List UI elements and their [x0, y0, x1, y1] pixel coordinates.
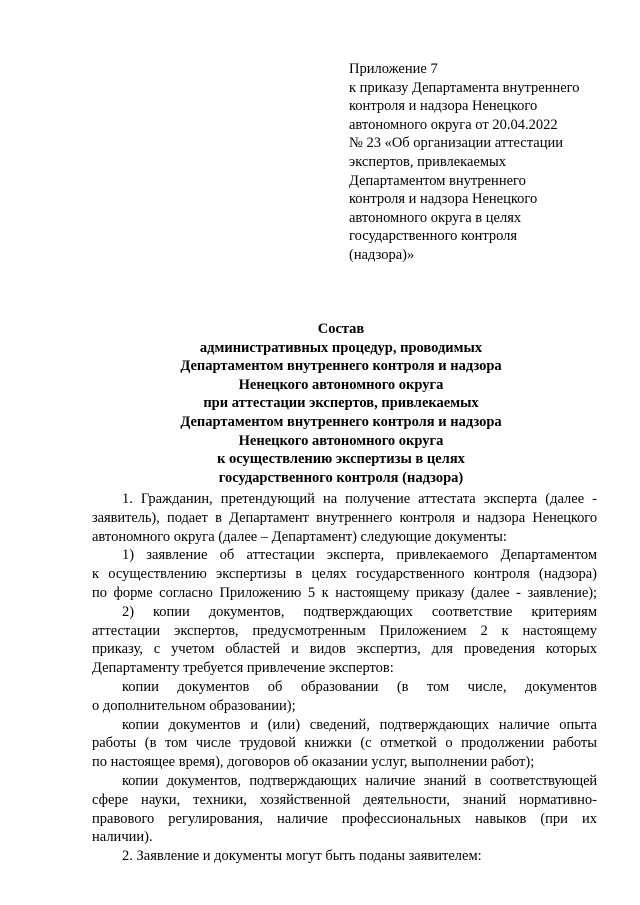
document-body [92, 490, 597, 866]
paragraph-line: сфере науки, техники, хозяйственной деятельности, знаний нормативно- [92, 791, 597, 808]
paragraph-line: копии документов, подтверждающих наличие знаний в соответствующей [122, 772, 597, 789]
title-line: Ненецкого автономного округа [238, 432, 444, 449]
paragraph-line: 2. Заявление и документы могут быть поданы заявителем: [122, 848, 482, 865]
title-line: Департаментом внутреннего контроля и надзора [180, 358, 502, 375]
appendix-line: № 23 «Об организации аттестации [349, 135, 563, 152]
paragraph-line: по настоящее время), договоров об оказании услуг, выполнении работ); [92, 754, 535, 771]
title-line: Состав [317, 321, 365, 337]
paragraph-line: копии документов об образовании (в том числе, документов [122, 678, 597, 695]
title-line: государственного контроля (надзора) [218, 469, 464, 486]
appendix-line: автономного округа от 20.04.2022 [349, 116, 558, 133]
appendix-line: Приложение 7 [349, 61, 438, 77]
paragraph-line: 2) копии документов, подтверждающих соответствие критериям [122, 603, 597, 620]
paragraph-education-docs [92, 678, 597, 716]
paragraph-line: 1. Гражданин, претендующий на получение аттестата эксперта (далее - [122, 491, 597, 507]
paragraph-line: приказу, с учетом областей и видов экспертиз, для проведения которых [92, 641, 597, 658]
appendix-line: контроля и надзора Ненецкого [349, 98, 538, 115]
appendix-line: (надзора)» [349, 246, 415, 263]
paragraph-line: по форме согласно Приложению 5 к настоящему приказу (далее - заявление); [92, 584, 597, 601]
appendix-line: государственного контроля [349, 228, 518, 245]
paragraph-knowledge-docs [92, 772, 597, 847]
paragraph-line: 1) заявление об аттестации эксперта, привлекаемого Департаментом [122, 547, 597, 564]
paragraph-line: наличии). [92, 829, 153, 846]
paragraph-experience-docs [92, 716, 597, 772]
title-line: при аттестации экспертов, привлекаемых [203, 395, 479, 412]
paragraph-item-1 [92, 546, 597, 602]
appendix-line: Департаментом внутреннего [349, 172, 526, 189]
paragraph-line: работы (в том числе трудовой книжки (с отметкой о продолжении работы [92, 735, 597, 752]
appendix-line: контроля и надзора Ненецкого [349, 191, 538, 208]
paragraph-line: автономного округа (далее – Департамент) следующие документы: [92, 528, 507, 545]
paragraph-line: правового регулирования, наличие профессиональных навыков (при их [92, 810, 597, 827]
appendix-line: экспертов, привлекаемых [349, 153, 507, 170]
paragraph-item-2 [92, 603, 597, 678]
paragraph-submission [92, 847, 597, 866]
paragraph-line: аттестации экспертов, предусмотренным Приложением 2 к настоящему [92, 622, 597, 639]
appendix-line: к приказу Департамента внутреннего [349, 79, 580, 96]
paragraph-line: заявитель), подает в Департамент внутреннего контроля и надзора Ненецкого [92, 509, 597, 526]
appendix-header [349, 60, 599, 265]
paragraph-line: Департаменту требуется привлечение экспертов: [92, 660, 394, 677]
paragraph-line: о дополнительном образовании); [92, 697, 296, 714]
paragraph-line: копии документов и (или) сведений, подтверждающих наличие опыта [122, 716, 597, 733]
title-line: Ненецкого автономного округа [238, 376, 444, 393]
title-line: административных процедур, проводимых [199, 339, 483, 356]
appendix-line: автономного округа в целях [349, 209, 522, 226]
title-line: Департаментом внутреннего контроля и надзора [180, 413, 502, 430]
title-line: к осуществлению экспертизы в целях [217, 451, 465, 468]
document-title [100, 320, 582, 487]
paragraph-applicant [92, 490, 597, 546]
paragraph-line: к осуществлению экспертизы в целях государственного контроля (надзора) [92, 566, 597, 583]
